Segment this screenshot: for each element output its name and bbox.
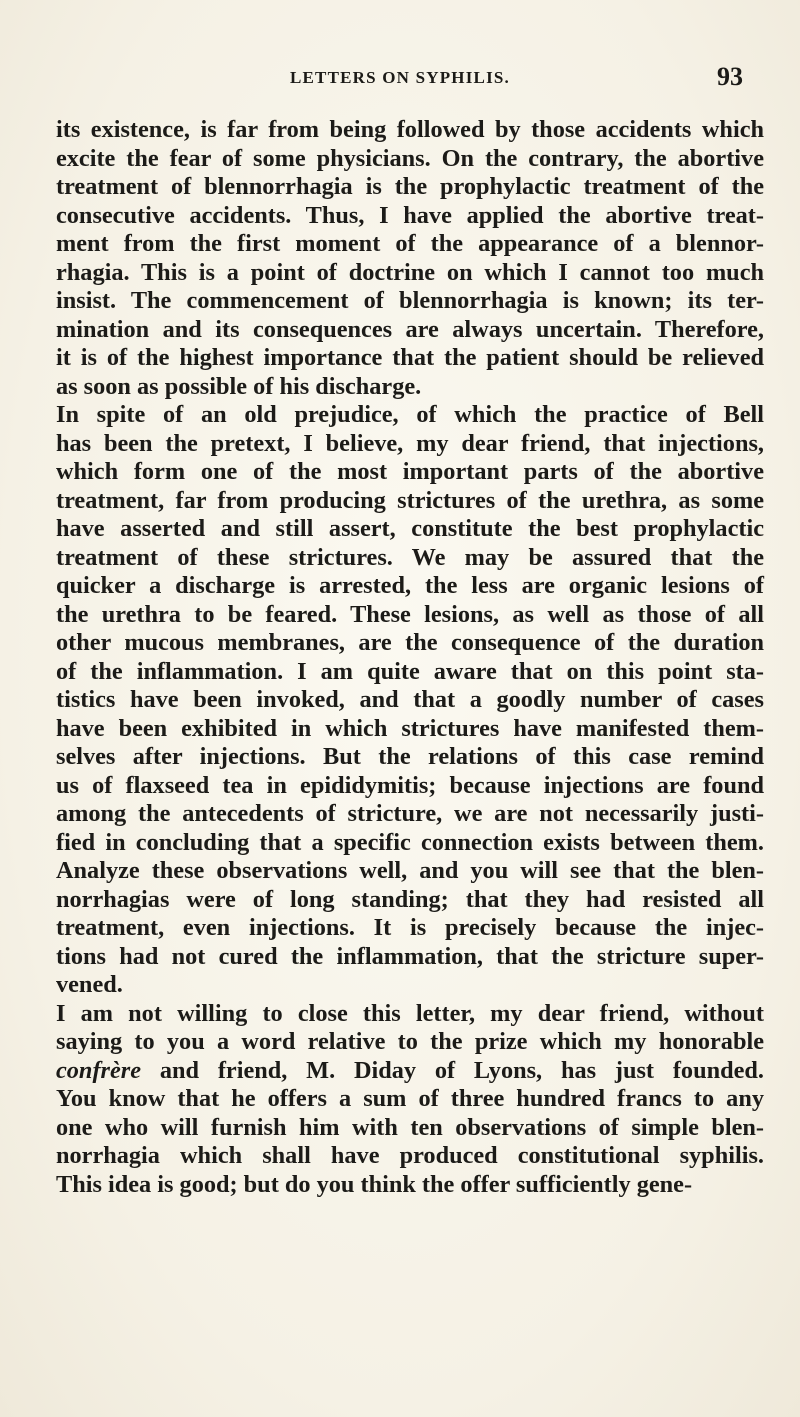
text-line: saying to you a word relative to the prize which my honorable bbox=[56, 1028, 764, 1055]
text-line: other mucous membranes, are the consequence of the duration bbox=[56, 629, 764, 656]
text-line: insist. The commencement of blennorrhagia is known; its ter- bbox=[56, 287, 764, 314]
text-line: mination and its consequences are always uncertain. Therefore, bbox=[56, 315, 764, 343]
text-line: You know that he offers a sum of three hundred francs to any bbox=[56, 1085, 764, 1112]
text-line: selves after injections. But the relations of this case remind bbox=[56, 743, 764, 770]
text-line: among the antecedents of stricture, we are not necessarily justi- bbox=[56, 800, 764, 827]
running-head bbox=[0, 62, 800, 92]
text-line: tistics have been invoked, and that a goodly number of cases bbox=[56, 686, 764, 713]
text-line: rhagia. This is a point of doctrine on which I cannot too much bbox=[56, 258, 764, 286]
text-line: have asserted and still assert, constitute the best prophylactic bbox=[56, 515, 764, 542]
text-line: fied in concluding that a specific connection exists between them. bbox=[56, 828, 764, 856]
text-line: as soon as possible of his discharge. bbox=[56, 372, 422, 400]
text-line: quicker a discharge is arrested, the less are organic lesions of bbox=[56, 572, 764, 599]
text-line: Analyze these observations well, and you will see that the blen- bbox=[56, 857, 764, 884]
text-line: it is of the highest importance that the patient should be relieved bbox=[56, 344, 764, 371]
text-line: treatment, far from producing strictures of the urethra, as some bbox=[56, 486, 764, 514]
text-line: the urethra to be feared. These lesions, as well as those of all bbox=[56, 600, 764, 628]
text-line: one who will furnish him with ten observations of simple blen- bbox=[56, 1113, 764, 1141]
text-line: norrhagia which shall have produced constitutional syphilis. bbox=[56, 1142, 764, 1169]
body-text bbox=[56, 116, 764, 1199]
italic-word: confrère bbox=[56, 1056, 142, 1084]
page-number: 93 bbox=[717, 62, 743, 91]
text-line: vened. bbox=[56, 971, 123, 998]
text-line: consecutive accidents. Thus, I have applied the abortive treat- bbox=[56, 201, 764, 229]
text-line: In spite of an old prejudice, of which the practice of Bell bbox=[56, 401, 764, 428]
text-line: This idea is good; but do you think the offer sufficiently gene- bbox=[56, 1170, 693, 1198]
text-line: its existence, is far from being followed by those accidents which bbox=[56, 116, 764, 143]
text-line: treatment of these strictures. We may be assured that the bbox=[56, 543, 764, 571]
text-line: of the inflammation. I am quite aware that on this point sta- bbox=[56, 657, 764, 685]
text-line: tions had not cured the inflammation, that the stricture super- bbox=[56, 942, 764, 970]
text-line: I am not willing to close this letter, my dear friend, without bbox=[56, 999, 764, 1027]
text-line-rest: and friend, M. Diday of Lyons, has just founded. bbox=[159, 1056, 764, 1084]
text-line: treatment, even injections. It is precisely because the injec- bbox=[56, 914, 764, 941]
text-line: have been exhibited in which strictures have manifested them- bbox=[56, 714, 764, 742]
text-line: which form one of the most important parts of the abortive bbox=[56, 458, 764, 485]
text-line: ment from the first moment of the appearance of a blennor- bbox=[56, 230, 764, 257]
text-line: treatment of blennorrhagia is the prophylactic treatment of the bbox=[56, 173, 764, 200]
text-line: excite the fear of some physicians. On the contrary, the abortive bbox=[56, 144, 764, 172]
text-line-with-italic bbox=[56, 1057, 764, 1086]
text-line: has been the pretext, I believe, my dear friend, that injections, bbox=[56, 429, 764, 457]
running-title: LETTERS ON SYPHILIS. bbox=[289, 68, 511, 87]
text-line: us of flaxseed tea in epididymitis; because injections are found bbox=[56, 771, 764, 799]
text-line: norrhagias were of long standing; that they had resisted all bbox=[56, 885, 764, 913]
